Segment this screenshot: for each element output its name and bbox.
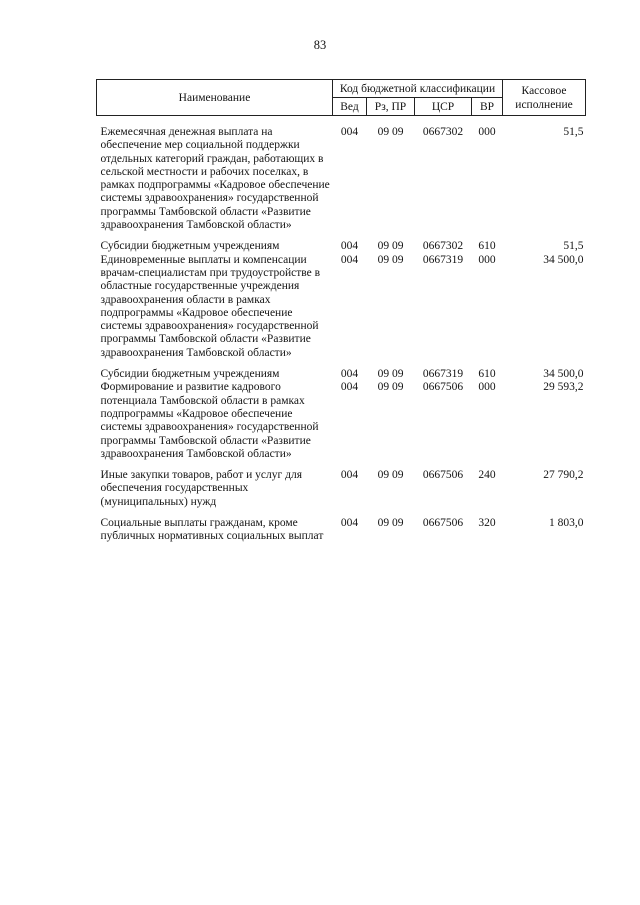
row-amount: 27 790,2 [543, 469, 584, 482]
row-name: Социальные выплаты гражданам, кроме публичных нормативных социальных выплат [100, 517, 324, 543]
header-rz-pr: Рз, ПР [367, 98, 415, 116]
table-body [97, 116, 586, 544]
page-number: 83 [313, 38, 327, 52]
row-csr: 0667319 [422, 253, 464, 266]
row-name: Иные закупки товаров, работ и услуг для обеспечения государственных (муниципальных) нужд [100, 469, 302, 508]
header-amount-line1: Кассовое [521, 84, 567, 97]
table-row [97, 232, 586, 253]
row-rz-pr: 09 09 [377, 368, 404, 381]
row-rz-pr: 09 09 [377, 517, 404, 530]
row-rz-pr: 09 09 [377, 126, 404, 138]
header-csr: ЦСР [415, 98, 472, 116]
header-ved: Вед [333, 98, 367, 116]
row-name: Субсидии бюджетным учреждениям [100, 240, 280, 253]
row-vr: 610 [478, 240, 496, 253]
row-csr: 0667506 [422, 469, 464, 482]
row-ved: 004 [340, 253, 359, 266]
row-name: Формирование и развитие кадрового потенциала Тамбовской области в рамках подпрограммы «Кадровое обеспечение системы здравоохранения» государственной программы Тамбовской области «Развитие здравоохранения Тамбовской области» [100, 381, 319, 460]
row-ved: 004 [340, 469, 359, 482]
row-vr: 000 [478, 126, 496, 138]
row-vr: 000 [478, 381, 496, 394]
row-amount: 34 500,0 [543, 368, 584, 381]
row-amount: 51,5 [563, 240, 584, 253]
row-csr: 0667302 [422, 240, 464, 253]
table-row [97, 360, 586, 381]
row-csr: 0667302 [422, 126, 464, 138]
row-ved: 004 [340, 368, 359, 381]
table-row [97, 381, 586, 461]
row-vr: 320 [478, 517, 496, 530]
header-amount-line2: исполнение [515, 98, 573, 111]
budget-table [96, 79, 586, 544]
row-rz-pr: 09 09 [377, 469, 404, 482]
table-header [97, 80, 586, 116]
row-vr: 240 [478, 469, 496, 482]
row-rz-pr: 09 09 [377, 240, 404, 253]
table-row [97, 509, 586, 544]
row-csr: 0667319 [422, 368, 464, 381]
row-name: Единовременные выплаты и компенсации врачам-специалистам при трудоустройстве в областные государственные учреждения здравоохранения области в рамках подпрограммы «Кадровое обеспечение системы здравоохранения» государственной программы Тамбовской области «Развитие здравоохранения Тамбовской области» [100, 253, 321, 359]
table-row [97, 461, 586, 509]
row-amount: 51,5 [563, 126, 584, 138]
row-rz-pr: 09 09 [377, 253, 404, 266]
row-vr: 000 [478, 253, 496, 266]
header-code-group: Код бюджетной классификации [333, 80, 503, 98]
row-csr: 0667506 [422, 517, 464, 530]
row-ved: 004 [340, 517, 359, 530]
row-ved: 004 [340, 240, 359, 253]
row-amount: 34 500,0 [543, 253, 584, 266]
table-row [97, 126, 586, 232]
row-name: Субсидии бюджетным учреждениям [100, 368, 280, 381]
row-name: Ежемесячная денежная выплата на обеспечение мер социальной поддержки отдельных категорий граждан, работающих в сельской местности и рабочих поселках, в рамках подпрограммы «Кадровое обеспечение системы здравоохранения» государственной программы Тамбовской области «Развитие здравоохранения Тамбовской области» [100, 126, 330, 232]
header-amount [503, 80, 586, 116]
row-amount: 1 803,0 [549, 517, 584, 530]
row-amount: 29 593,2 [543, 381, 584, 394]
row-ved: 004 [340, 126, 359, 138]
header-name: Наименование [97, 80, 333, 116]
table-row [97, 254, 586, 360]
row-vr: 610 [478, 368, 496, 381]
row-rz-pr: 09 09 [377, 381, 404, 394]
header-vr: ВР [472, 98, 503, 116]
row-csr: 0667506 [422, 381, 464, 394]
row-ved: 004 [340, 381, 359, 394]
